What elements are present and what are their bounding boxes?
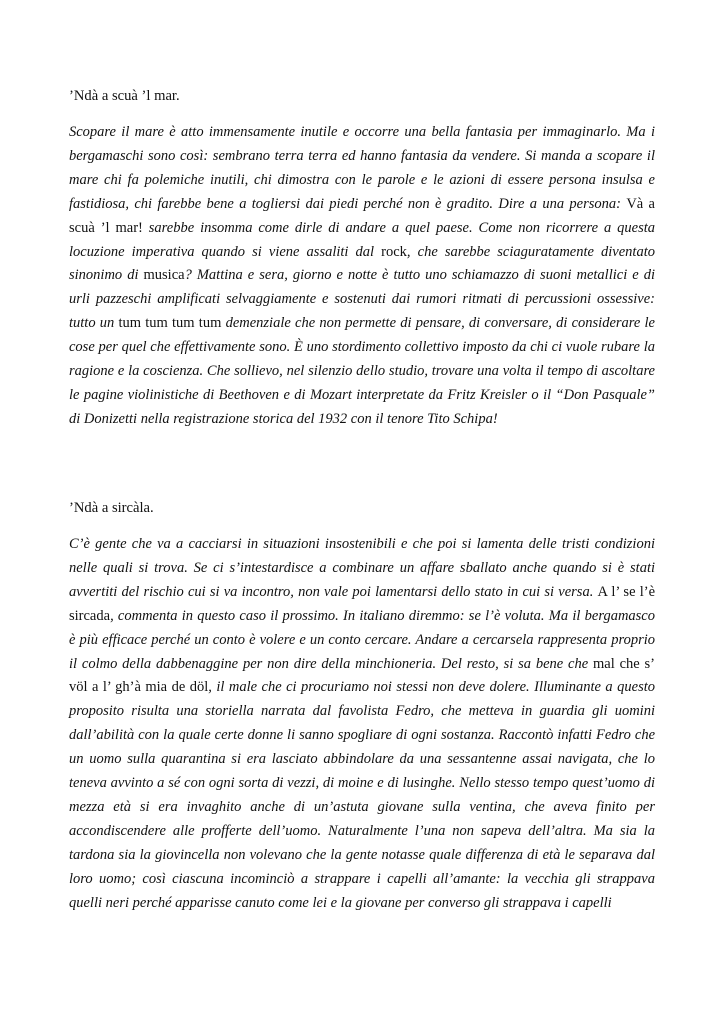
text-run-upright: tum tum tum tum — [118, 315, 222, 332]
text-run-upright: Và a scuà ’l mar! — [69, 195, 655, 236]
text-run: C’è gente che va a cacciarsi in situazioni insostenibili e che poi si lamenta delle tristi condizioni nelle quali si trova. Se ci s’intestardisce a combinare un affare sballato anche quando si è stati avvertiti del rischio cui si va incontro, non vale poi lamentarsi dello stato in cui si versa. — [69, 536, 655, 600]
text-run: , che sarebbe sciaguratamente diventato sinonimo di — [69, 243, 655, 284]
section-paragraph-2 — [69, 533, 655, 916]
text-run-upright: musica — [143, 267, 185, 284]
text-run-upright: A l’ se l’è sircada — [69, 583, 656, 624]
text-run: , commenta in questo caso il prossimo. In italiano diremmo: se l’è voluta. Ma il bergamasco è più efficace perché un conto è volere e un conto cercare. Andare a cercarsela rappresenta proprio il colmo della dabbenaggine per non dire della minchioneria. Del resto, si sa bene che — [69, 607, 655, 672]
text-run: Scopare il mare è atto immensamente inutile e occorre una bella fantasia per immaginarlo. Ma i bergamaschi sono così: sembrano terra terra ed hanno fantasia da vendere. Si manda a scopare il mare chi fa polemiche inutili, chi dimostra con le parole e le azioni di essere persona insulsa e fastidiosa, chi farebbe bene a togliersi dai piedi perché non è gradito. Dire a una persona: — [69, 124, 655, 212]
text-run: demenziale che non permette di pensare, di conversare, di considerare le cose per quel che effettivamente sono. È uno stordimento collettivo imposto da chi ci vuole rubare la ragione e la coscienza. Che sollievo, nel silenzio dello studio, trovare una volta il tempo di ascoltare le pagine violinistiche di Beethoven e di Mozart interpretate da Fritz Kreisler o il “Don Pasquale” di Donizetti nella registrazione storica del 1932 con il tenore Tito Schipa! — [69, 315, 655, 427]
section-heading-1: ’Ndà a scuà ’l mar. — [69, 88, 180, 104]
text-run-upright: mal che s’ völ a l’ gh’à mia de döl — [69, 655, 655, 696]
text-run: sarebbe insomma come dirle di andare a quel paese. Come non ricorrere a questa locuzione imperativa quando si viene assaliti dal — [69, 219, 655, 260]
section-paragraph-1 — [69, 121, 655, 432]
text-run: ? Mattina e sera, giorno e notte è tutto uno schiamazzo di suoni metallici e di urli pazzeschi amplificati selvaggiamente e sostenuti dai rumori ritmati di percussioni ossessive: tutto un — [69, 267, 655, 332]
text-run-upright: rock — [381, 243, 407, 260]
text-run: , il male che ci procuriamo noi stessi non deve dolere. Illuminante a questo proposito risulta una storiella narrata dal favolista Fedro, che metteva in guardia gli uomini dall’abilità con la quale certe donne li sanno spogliare di ogni sostanza. Raccontò infatti Fedro che un uomo sulla quarantina si era lasciato abbindolare da una sessantenne assai navigata, che lo teneva avvinto a sé con ogni sorta di vezzi, di moine e di lusinghe. Nello stesso tempo quest’uomo di mezza età si era invaghito anche di un’astuta giovane sulla ventina, che aveva finito per accondiscendere alle profferte dell’uomo. Naturalmente l’una non sapeva dell’altra. Ma sia la tardona sia la giovincella non volevano che la gente notasse quale differenza di età le separava dal loro uomo; così ciascuna incominciò a strappare i capelli all’amante: la vecchia gli strappava quelli neri perché apparisse canuto come lei e la giovane per converso gli strappava i capelli — [69, 679, 656, 911]
section-heading-2: ’Ndà a sircàla. — [69, 500, 154, 516]
